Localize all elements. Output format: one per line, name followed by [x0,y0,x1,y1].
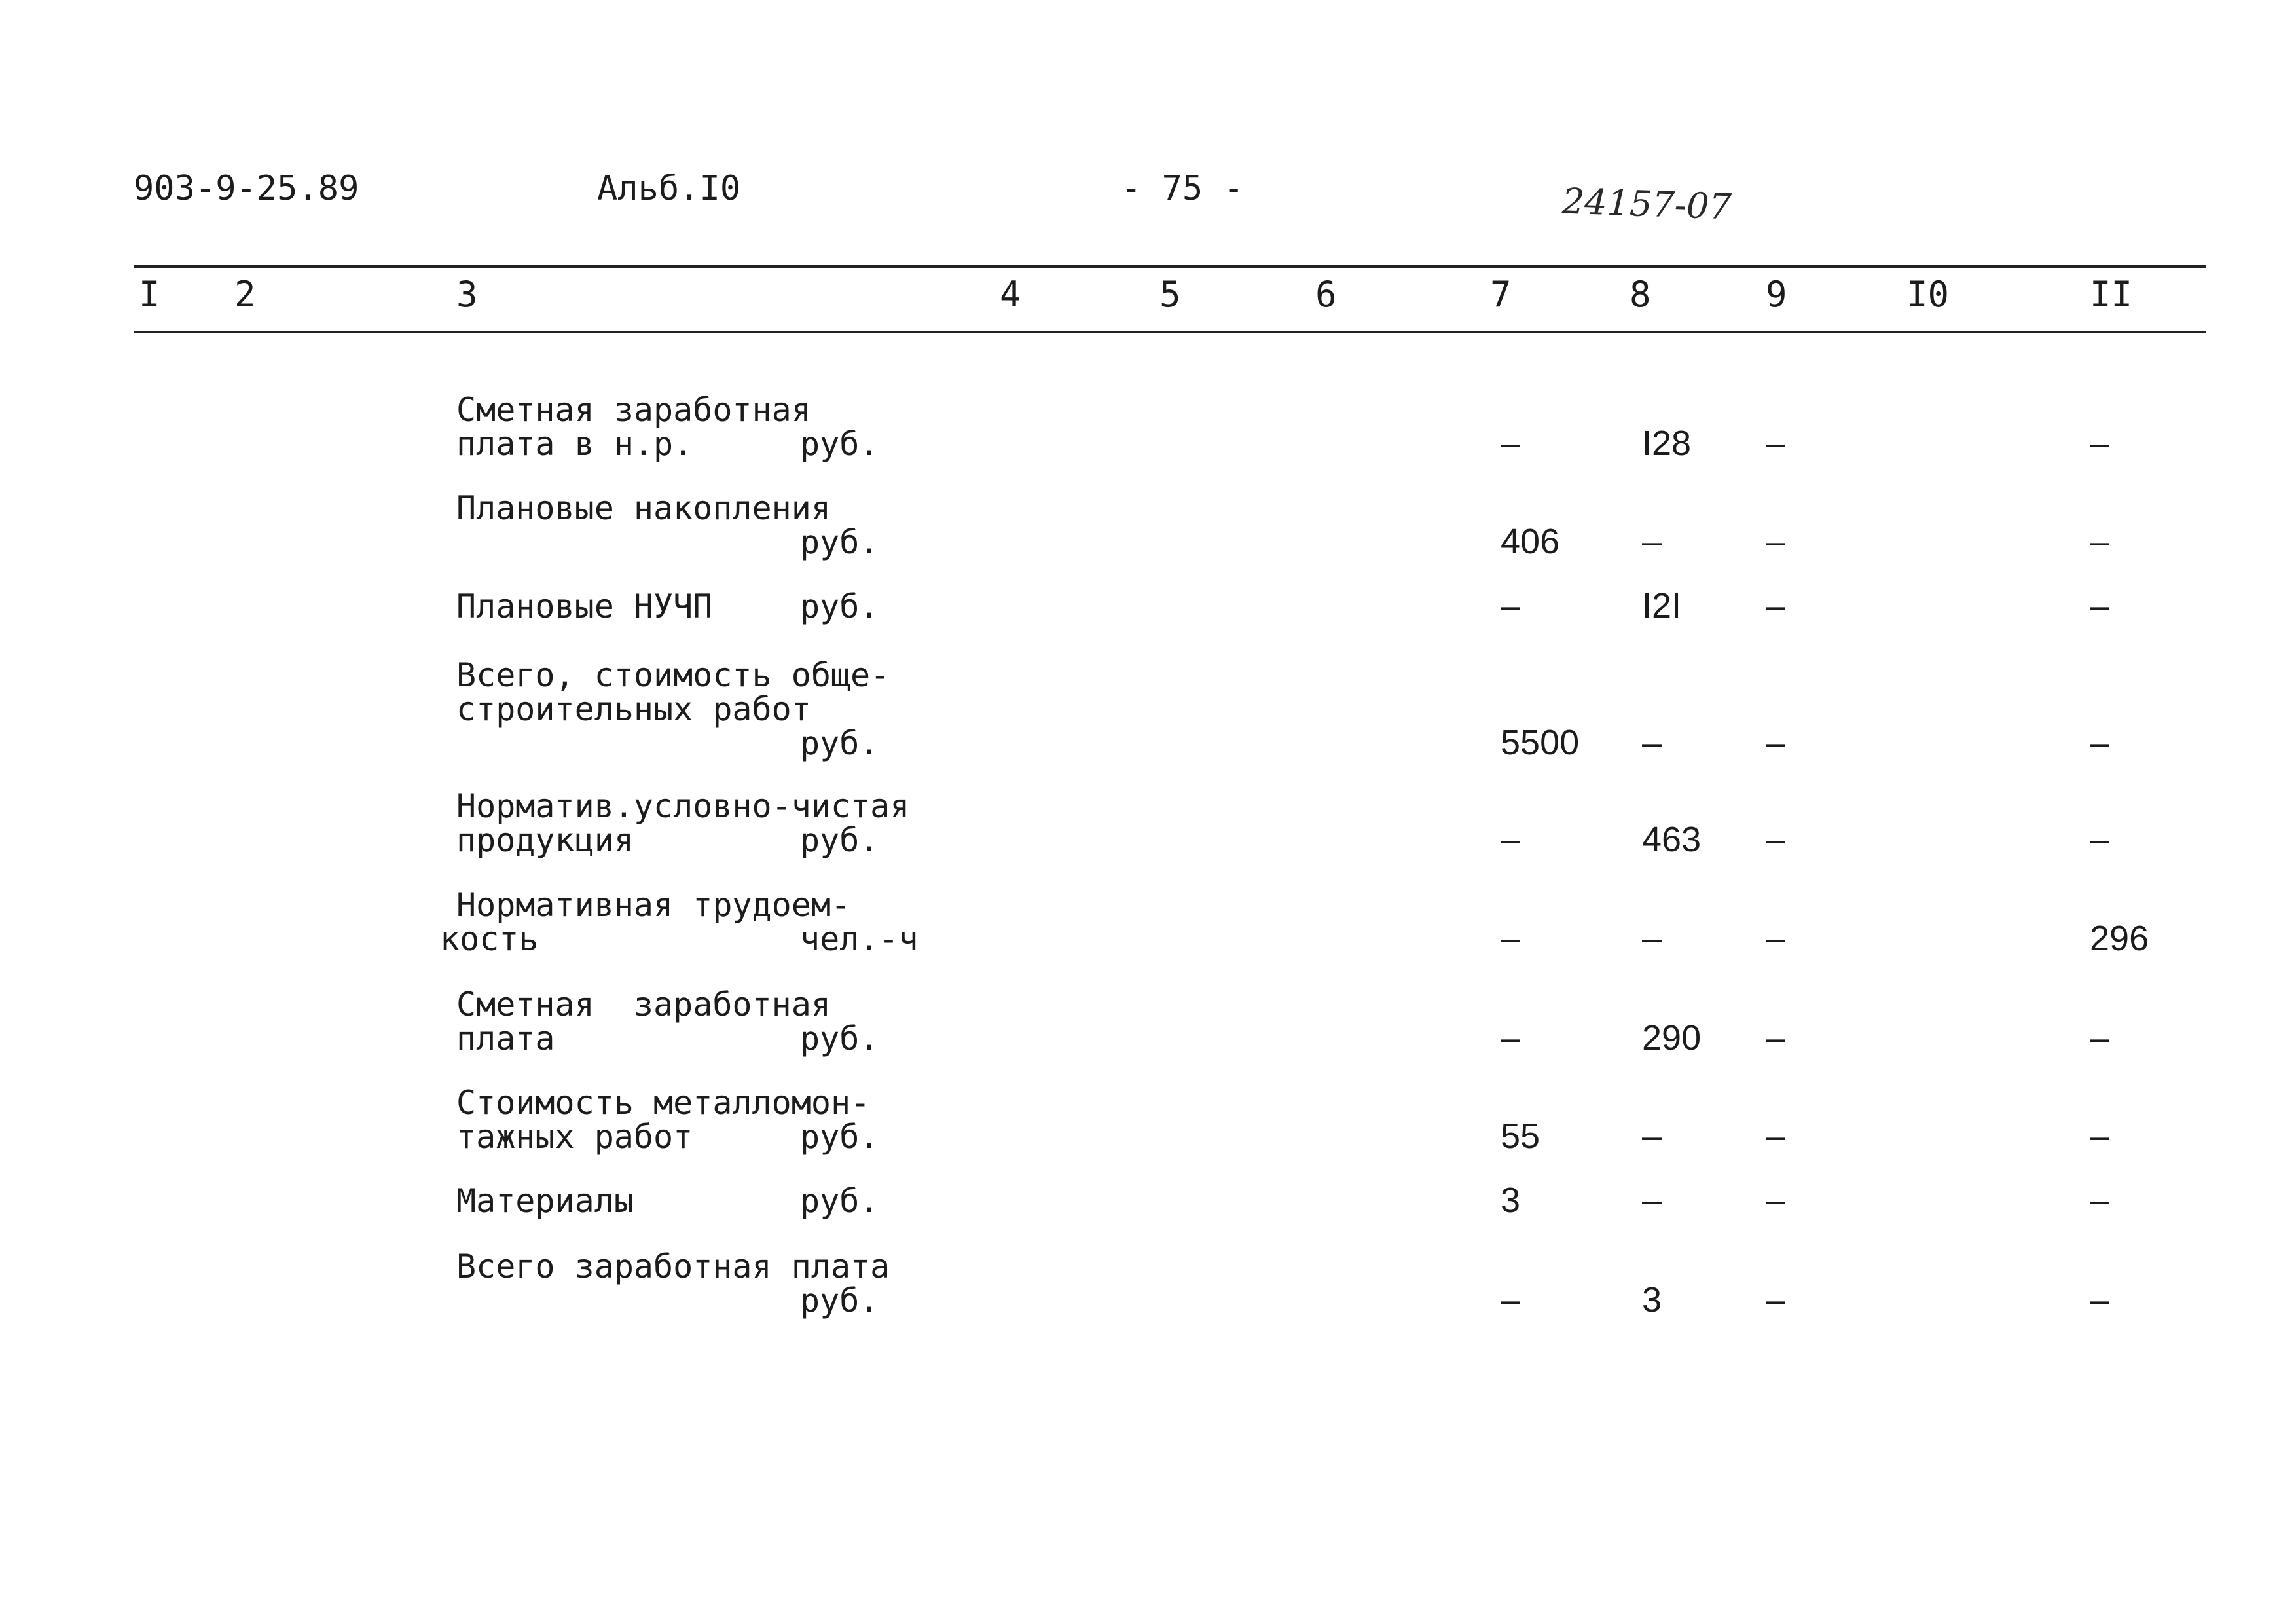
row-unit: руб. [800,587,879,625]
row-label: Материалы [456,1182,634,1220]
value-cell-c11: 296 [2090,919,2149,958]
value-cell-c7: – [1501,919,1521,958]
value-cell-c7: – [1501,424,1521,463]
value-cell-c9: – [1766,1018,1786,1058]
value-cell-c8: – [1642,723,1662,762]
column-number: 6 [1315,274,1337,315]
value-cell-c8: – [1642,522,1662,561]
row-unit: руб. [800,523,879,561]
row-label: Нормативная трудоем- [456,886,851,924]
page-number: - 75 - [1121,169,1244,208]
value-cell-c8: 290 [1642,1018,1702,1058]
value-cell-c9: – [1766,1181,1786,1220]
row-label: Плановые НУЧП [456,587,713,625]
row-unit: руб. [800,724,879,762]
value-cell-c8: 463 [1642,820,1702,859]
value-cell-c11: – [2090,522,2110,561]
row-unit: руб. [800,1282,879,1320]
header-rule-bottom [134,331,2206,333]
row-label: Всего, стоимость обще- [456,656,890,694]
row-label: Стоимость металломон- [456,1084,871,1122]
column-number: II [2090,274,2133,315]
value-cell-c11: – [2090,1116,2110,1156]
value-cell-c7: 5500 [1501,723,1580,762]
column-number: 7 [1490,274,1512,315]
value-cell-c9: – [1766,1116,1786,1156]
column-number: 8 [1630,274,1651,315]
value-cell-c11: – [2090,586,2110,625]
value-cell-c7: – [1501,820,1521,859]
value-cell-c9: – [1766,919,1786,958]
value-cell-c9: – [1766,1280,1786,1320]
value-cell-c11: – [2090,424,2110,463]
column-number: I0 [1906,274,1950,315]
handwritten-number: 24157-07 [1561,180,1732,228]
value-cell-c7: – [1501,586,1521,625]
value-cell-c8: – [1642,1116,1662,1156]
column-number: 9 [1766,274,1787,315]
column-number: 3 [456,274,478,315]
row-unit: руб. [800,1020,879,1058]
value-cell-c7: 406 [1501,522,1560,561]
header-rule-top [134,265,2206,268]
value-cell-c7: – [1501,1280,1521,1320]
row-label: строительных работ [456,690,811,728]
row-unit: чел.-ч [800,920,919,958]
row-label: плата в н.р. [456,425,693,463]
row-label: Плановые накопления [456,489,831,527]
value-cell-c11: – [2090,723,2110,762]
row-label: продукция [456,821,634,859]
value-cell-c9: – [1766,522,1786,561]
value-cell-c8: I28 [1642,424,1692,463]
row-unit: руб. [800,1182,879,1220]
column-number: 2 [234,274,256,315]
value-cell-c11: – [2090,1181,2110,1220]
value-cell-c8: – [1642,919,1662,958]
row-label: Сметная заработная [456,391,811,429]
document-code: 903-9-25.89 [134,169,359,208]
row-label: Всего заработная плата [456,1247,890,1285]
value-cell-c9: – [1766,586,1786,625]
row-unit: руб. [800,1118,879,1156]
row-label: Норматив.условно-чистая [456,787,910,825]
value-cell-c11: – [2090,1018,2110,1058]
value-cell-c9: – [1766,424,1786,463]
value-cell-c11: – [2090,820,2110,859]
row-unit: руб. [800,821,879,859]
value-cell-c9: – [1766,723,1786,762]
row-unit: руб. [800,425,879,463]
value-cell-c7: 55 [1501,1116,1540,1156]
value-cell-c8: I2I [1642,586,1682,625]
value-cell-c8: – [1642,1181,1662,1220]
column-number: I [139,274,160,315]
value-cell-c7: – [1501,1018,1521,1058]
row-label: кость [440,920,539,958]
column-number: 5 [1159,274,1181,315]
album-number: Альб.I0 [597,169,741,208]
value-cell-c9: – [1766,820,1786,859]
value-cell-c7: 3 [1501,1181,1521,1220]
value-cell-c8: 3 [1642,1280,1662,1320]
row-label: плата [456,1020,555,1058]
row-label: Сметная заработная [456,986,831,1024]
row-label: тажных работ [456,1118,693,1156]
column-number: 4 [1000,274,1021,315]
value-cell-c11: – [2090,1280,2110,1320]
